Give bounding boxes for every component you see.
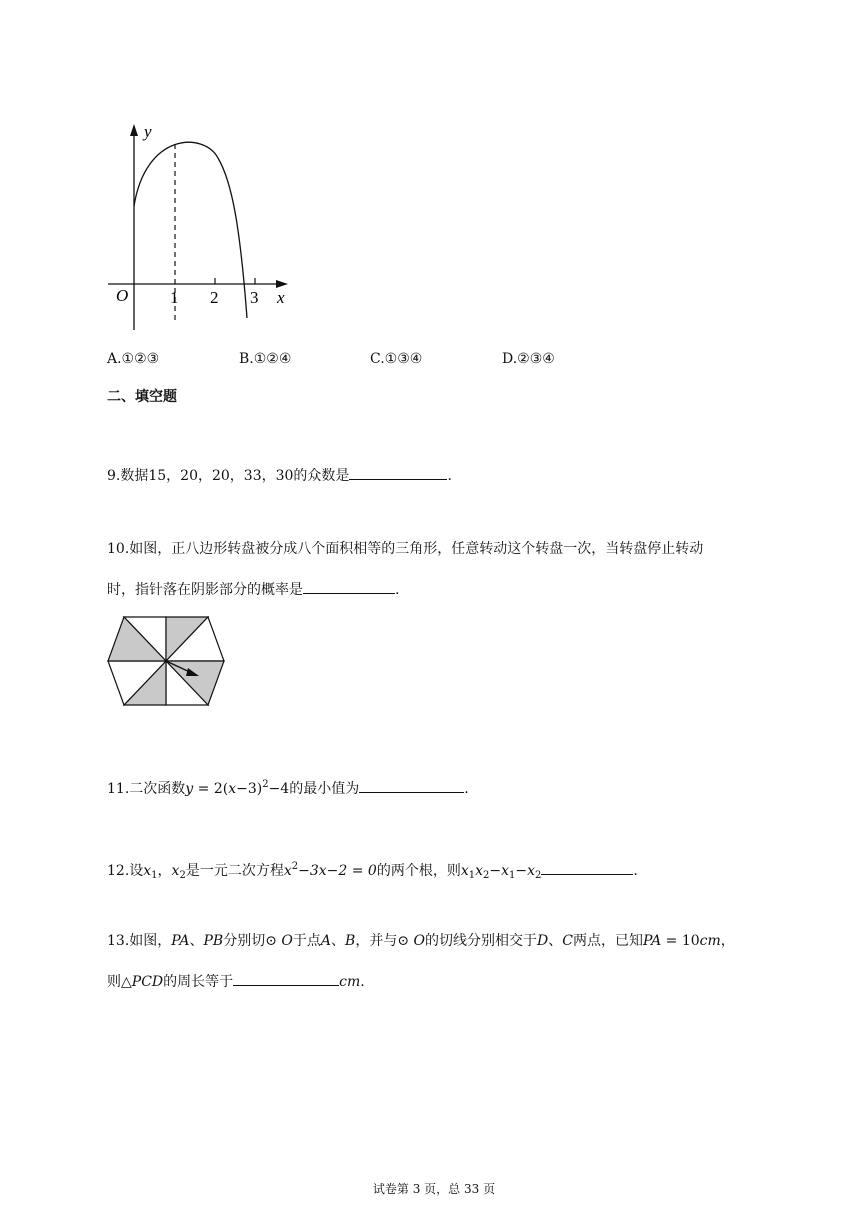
y-label: y: [144, 122, 152, 141]
q13-circle-symbol: ⊙: [265, 933, 277, 949]
q13-text-e: 的切线分别相交于: [425, 933, 537, 949]
q12-suffix: .: [633, 863, 638, 879]
q12-comma: ，: [157, 863, 172, 879]
parabola-graph: [100, 118, 300, 338]
q12-expr-x1b: x: [501, 863, 510, 879]
q11-answer-blank[interactable]: [359, 778, 464, 793]
tick-label-3: 3: [250, 288, 259, 307]
q11-suffix: .: [464, 781, 469, 797]
q13-b: B: [345, 933, 356, 949]
section-title: 二、填空题: [107, 389, 177, 405]
q12-x2-sub: 2: [179, 870, 186, 881]
q10-line2-text: 时，指针落在阴影部分的概率是: [107, 582, 303, 598]
q13-pa: PA: [171, 933, 190, 949]
q11-formula-part2: −3): [236, 781, 263, 797]
question-13-line1: [107, 932, 735, 950]
q13-pcd: PCD: [131, 974, 164, 990]
q11-formula-part3: −4: [268, 781, 290, 797]
q13-sep3: 、: [548, 933, 563, 949]
q13-comma: ，: [720, 933, 735, 949]
q12-expr-x2b-sub: 2: [535, 870, 542, 881]
parabola-curve: [134, 142, 247, 318]
q13-pb: PB: [203, 933, 224, 949]
origin-label: O: [116, 286, 129, 305]
question-12: [107, 858, 638, 885]
tick-label-2: 2: [210, 288, 219, 307]
q12-mid: 是一元二次方程: [185, 863, 284, 879]
q11-prefix: 11.二次函数: [107, 781, 186, 797]
q12-answer-blank[interactable]: [541, 860, 633, 875]
q12-eq-exp: 2: [291, 861, 299, 872]
q11-var-y: y: [185, 781, 194, 797]
triangle-icon: △: [121, 974, 132, 990]
q13-text-b: 分别切: [223, 933, 266, 949]
q13-line2-intro: 则: [107, 974, 121, 990]
q12-expr-x2: x: [475, 863, 484, 879]
q12-expr-x1-sub: 1: [468, 870, 476, 881]
option-a: A.①②③: [107, 351, 160, 367]
q13-text-f: 两点，已知: [572, 933, 643, 949]
question-11: [107, 776, 469, 798]
q12-eq-rest: −3x−2 = 0: [298, 863, 377, 879]
q13-answer-blank[interactable]: [233, 971, 339, 986]
q9-suffix: .: [447, 468, 452, 484]
question-9: [107, 465, 452, 485]
q12-after: 的两个根，则: [376, 863, 461, 879]
question-10-line2: [107, 579, 399, 599]
q9-text: 9.数据15，20，20，33，30的众数是: [107, 468, 350, 484]
q12-prefix: 12.设: [107, 863, 144, 879]
q12-eq-x: x: [283, 863, 292, 879]
q13-c: C: [562, 933, 573, 949]
q12-expr-x1b-sub: 1: [509, 870, 516, 881]
q13-suffix: .: [360, 974, 365, 990]
q13-intro: 13.如图，: [107, 933, 172, 949]
q13-line2-text: 的周长等于: [163, 974, 234, 990]
question-13-line2: [107, 971, 365, 991]
q13-unit: cm: [339, 974, 361, 990]
q10-suffix: .: [395, 582, 400, 598]
q11-after: 的最小值为: [289, 781, 360, 797]
octagon-spinner: [104, 613, 228, 709]
q13-d: D: [537, 933, 549, 949]
q12-minus2: −: [515, 863, 528, 879]
q13-o2: O: [409, 933, 425, 949]
q13-given: = 10: [661, 933, 700, 949]
q10-line1: 10.如图，正八边形转盘被分成八个面积相等的三角形，任意转动这个转盘一次，当转盘停止转动: [107, 541, 704, 557]
y-axis-arrow: [130, 124, 138, 136]
option-b: B.①②④: [239, 351, 292, 367]
q12-x1-sub: 1: [151, 870, 158, 881]
tick-label-1: 1: [170, 288, 179, 307]
q11-var-x: x: [228, 781, 237, 797]
q13-sep1: 、: [189, 933, 204, 949]
x-axis-arrow: [276, 280, 288, 288]
q9-answer-blank[interactable]: [349, 465, 447, 480]
x-label: x: [277, 288, 285, 307]
q12-expr-x1: x: [460, 863, 469, 879]
q13-sep2: 、: [331, 933, 346, 949]
q13-a: A: [320, 933, 332, 949]
page-footer: 试卷第 3 页，总 33 页: [372, 1182, 496, 1196]
q12-expr-x2-sub: 2: [483, 870, 490, 881]
q10-answer-blank[interactable]: [303, 579, 395, 594]
q13-circle-symbol-2: ⊙: [397, 933, 410, 949]
option-d: D.②③④: [502, 351, 555, 367]
q12-minus1: −: [489, 863, 502, 879]
q12-x1-var: x: [143, 863, 152, 879]
q13-pa2: PA: [642, 933, 662, 949]
q13-text-c: 于点: [292, 933, 321, 949]
q13-o1: O: [276, 933, 293, 949]
q11-exponent: 2: [262, 779, 269, 790]
q13-text-d: ，并与: [355, 933, 398, 949]
q11-formula-part1: = 2(: [193, 781, 229, 797]
q13-cm: cm: [699, 933, 721, 949]
q12-expr-x2b: x: [527, 863, 536, 879]
q12-x2-var: x: [171, 863, 180, 879]
option-c: C.①③④: [370, 351, 423, 367]
